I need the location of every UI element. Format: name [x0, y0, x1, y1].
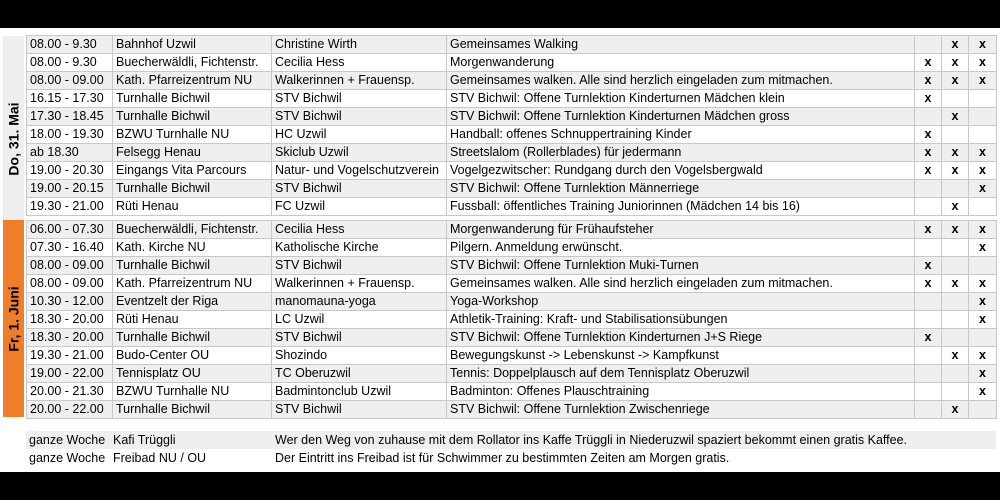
- whole-week-section: [26, 431, 996, 467]
- mark-cell-2: [942, 257, 969, 275]
- mark-cell-1: [915, 311, 942, 329]
- time-cell: 19.00 - 20.15: [27, 180, 113, 198]
- time-cell: 10.30 - 12.00: [27, 293, 113, 311]
- mark-cell-1: x: [915, 329, 942, 347]
- mark-cell-3: x: [969, 221, 997, 239]
- table-row: [27, 72, 997, 90]
- mark-cell-3: x: [969, 293, 997, 311]
- table-row: [27, 90, 997, 108]
- table-row: [27, 36, 997, 54]
- mark-cell-1: [915, 401, 942, 419]
- place-cell: Felsegg Henau: [113, 144, 272, 162]
- mark-cell-2: [942, 329, 969, 347]
- mark-cell-3: [969, 90, 997, 108]
- description-cell: STV Bichwil: Offene Turnlektion Kinderturnen J+S Riege: [447, 329, 915, 347]
- place-cell: Turnhalle Bichwil: [113, 180, 272, 198]
- organizer-cell: manomauna-yoga: [272, 293, 447, 311]
- mark-cell-3: x: [969, 144, 997, 162]
- week-row: [26, 431, 996, 449]
- mark-cell-2: x: [942, 108, 969, 126]
- mark-cell-3: x: [969, 347, 997, 365]
- mark-cell-3: [969, 329, 997, 347]
- description-cell: Fussball: öffentliches Training Juniorinnen (Mädchen 14 bis 16): [447, 198, 915, 216]
- description-cell: STV Bichwil: Offene Turnlektion Zwischenriege: [447, 401, 915, 419]
- time-cell: 19.00 - 22.00: [27, 365, 113, 383]
- table-row: [27, 108, 997, 126]
- mark-cell-2: x: [942, 162, 969, 180]
- mark-cell-1: x: [915, 257, 942, 275]
- mark-cell-3: x: [969, 311, 997, 329]
- mark-cell-1: x: [915, 162, 942, 180]
- week-description: Wer den Weg von zuhause mit dem Rollator ins Kaffe Trüggli in Niederuzwil spaziert bekommt einen gratis Kaffee.: [275, 433, 908, 447]
- mark-cell-3: x: [969, 72, 997, 90]
- day-label-text: Fr, 1. Juni: [5, 285, 22, 352]
- mark-cell-1: [915, 198, 942, 216]
- table-row: [27, 275, 997, 293]
- time-cell: 08.00 - 9.30: [27, 36, 113, 54]
- organizer-cell: TC Oberuzwil: [272, 365, 447, 383]
- mark-cell-3: x: [969, 383, 997, 401]
- time-cell: 19.30 - 21.00: [27, 347, 113, 365]
- description-cell: Bewegungskunst -> Lebenskunst -> Kampfkunst: [447, 347, 915, 365]
- mark-cell-1: x: [915, 54, 942, 72]
- mark-cell-2: x: [942, 221, 969, 239]
- place-cell: Turnhalle Bichwil: [113, 401, 272, 419]
- week-when: ganze Woche: [29, 433, 106, 447]
- time-cell: 07.30 - 16.40: [27, 239, 113, 257]
- table-row: [27, 257, 997, 275]
- mark-cell-3: [969, 198, 997, 216]
- time-cell: 20.00 - 22.00: [27, 401, 113, 419]
- mark-cell-3: x: [969, 162, 997, 180]
- organizer-cell: Katholische Kirche: [272, 239, 447, 257]
- organizer-cell: STV Bichwil: [272, 108, 447, 126]
- mark-cell-2: [942, 311, 969, 329]
- table-row: [27, 126, 997, 144]
- description-cell: Gemeinsames walken. Alle sind herzlich eingeladen zum mitmachen.: [447, 72, 915, 90]
- mark-cell-2: x: [942, 198, 969, 216]
- mark-cell-1: x: [915, 126, 942, 144]
- time-cell: 18.00 - 19.30: [27, 126, 113, 144]
- place-cell: Turnhalle Bichwil: [113, 90, 272, 108]
- mark-cell-2: x: [942, 144, 969, 162]
- mark-cell-3: x: [969, 275, 997, 293]
- mark-cell-2: x: [942, 54, 969, 72]
- time-cell: 08.00 - 9.30: [27, 54, 113, 72]
- organizer-cell: Walkerinnen + Frauensp.: [272, 72, 447, 90]
- mark-cell-1: x: [915, 275, 942, 293]
- description-cell: STV Bichwil: Offene Turnlektion Kinderturnen Mädchen klein: [447, 90, 915, 108]
- organizer-cell: Cecilia Hess: [272, 54, 447, 72]
- description-cell: Tennis: Doppelplausch auf dem Tennisplatz Oberuzwil: [447, 365, 915, 383]
- organizer-cell: Walkerinnen + Frauensp.: [272, 275, 447, 293]
- description-cell: Handball: offenes Schnuppertraining Kinder: [447, 126, 915, 144]
- table-row: [27, 239, 997, 257]
- table-row: [27, 311, 997, 329]
- place-cell: Kath. Kirche NU: [113, 239, 272, 257]
- place-cell: Turnhalle Bichwil: [113, 108, 272, 126]
- time-cell: ab 18.30: [27, 144, 113, 162]
- mark-cell-1: [915, 36, 942, 54]
- week-place: Kafi Trüggli: [113, 433, 176, 447]
- mark-cell-1: [915, 180, 942, 198]
- mark-cell-3: [969, 257, 997, 275]
- mark-cell-3: x: [969, 239, 997, 257]
- description-cell: Athletik-Training: Kraft- und Stabilisationsübungen: [447, 311, 915, 329]
- organizer-cell: STV Bichwil: [272, 329, 447, 347]
- description-cell: Badminton: Offenes Plauschtraining: [447, 383, 915, 401]
- table-row: [27, 54, 997, 72]
- description-cell: STV Bichwil: Offene Turnlektion Kinderturnen Mädchen gross: [447, 108, 915, 126]
- description-cell: Gemeinsames Walking: [447, 36, 915, 54]
- table-row: [27, 365, 997, 383]
- mark-cell-2: [942, 180, 969, 198]
- organizer-cell: STV Bichwil: [272, 180, 447, 198]
- place-cell: Kath. Pfarreizentrum NU: [113, 275, 272, 293]
- organizer-cell: HC Uzwil: [272, 126, 447, 144]
- organizer-cell: FC Uzwil: [272, 198, 447, 216]
- week-when: ganze Woche: [29, 451, 106, 465]
- mark-cell-1: [915, 383, 942, 401]
- organizer-cell: Christine Wirth: [272, 36, 447, 54]
- organizer-cell: Cecilia Hess: [272, 221, 447, 239]
- place-cell: Buecherwäldli, Fichtenstr.: [113, 54, 272, 72]
- time-cell: 20.00 - 21.30: [27, 383, 113, 401]
- schedule-table-friday: [26, 220, 997, 419]
- place-cell: BZWU Turnhalle NU: [113, 383, 272, 401]
- place-cell: Budo-Center OU: [113, 347, 272, 365]
- place-cell: Bahnhof Uzwil: [113, 36, 272, 54]
- description-cell: Gemeinsames walken. Alle sind herzlich eingeladen zum mitmachen.: [447, 275, 915, 293]
- week-description: Der Eintritt ins Freibad ist für Schwimmer zu bestimmten Zeiten am Morgen gratis.: [275, 451, 730, 465]
- table-row: [27, 401, 997, 419]
- week-row: [26, 449, 996, 467]
- mark-cell-2: x: [942, 347, 969, 365]
- mark-cell-1: [915, 365, 942, 383]
- mark-cell-1: [915, 293, 942, 311]
- organizer-cell: Natur- und Vogelschutzverein: [272, 162, 447, 180]
- mark-cell-3: [969, 401, 997, 419]
- time-cell: 19.00 - 20.30: [27, 162, 113, 180]
- mark-cell-2: [942, 126, 969, 144]
- description-cell: Morgenwanderung: [447, 54, 915, 72]
- place-cell: Turnhalle Bichwil: [113, 329, 272, 347]
- time-cell: 08.00 - 09.00: [27, 72, 113, 90]
- mark-cell-2: [942, 239, 969, 257]
- mark-cell-1: [915, 108, 942, 126]
- schedule-page: [0, 28, 1000, 472]
- mark-cell-3: [969, 126, 997, 144]
- description-cell: Pilgern. Anmeldung erwünscht.: [447, 239, 915, 257]
- table-row: [27, 144, 997, 162]
- mark-cell-2: [942, 293, 969, 311]
- description-cell: STV Bichwil: Offene Turnlektion Muki-Turnen: [447, 257, 915, 275]
- mark-cell-1: x: [915, 90, 942, 108]
- time-cell: 17.30 - 18.45: [27, 108, 113, 126]
- organizer-cell: STV Bichwil: [272, 90, 447, 108]
- place-cell: Buecherwäldli, Fichtenstr.: [113, 221, 272, 239]
- organizer-cell: Shozindo: [272, 347, 447, 365]
- time-cell: 18.30 - 20.00: [27, 311, 113, 329]
- time-cell: 06.00 - 07.30: [27, 221, 113, 239]
- mark-cell-1: [915, 239, 942, 257]
- table-row: [27, 383, 997, 401]
- schedule-table-thursday: [26, 35, 997, 216]
- time-cell: 08.00 - 09.00: [27, 257, 113, 275]
- mark-cell-2: [942, 90, 969, 108]
- place-cell: Eventzelt der Riga: [113, 293, 272, 311]
- mark-cell-3: x: [969, 54, 997, 72]
- mark-cell-1: x: [915, 221, 942, 239]
- mark-cell-1: [915, 347, 942, 365]
- mark-cell-2: x: [942, 401, 969, 419]
- place-cell: Tennisplatz OU: [113, 365, 272, 383]
- day-label-text: Do, 31. Mai: [5, 102, 22, 176]
- table-row: [27, 329, 997, 347]
- mark-cell-1: x: [915, 72, 942, 90]
- mark-cell-3: x: [969, 36, 997, 54]
- table-row: [27, 221, 997, 239]
- description-cell: Yoga-Workshop: [447, 293, 915, 311]
- table-row: [27, 180, 997, 198]
- table-row: [27, 198, 997, 216]
- table-row: [27, 347, 997, 365]
- table-row: [27, 293, 997, 311]
- description-cell: Streetslalom (Rollerblades) für jedermann: [447, 144, 915, 162]
- description-cell: Vogelgezwitscher: Rundgang durch den Vogelsbergwald: [447, 162, 915, 180]
- place-cell: BZWU Turnhalle NU: [113, 126, 272, 144]
- mark-cell-2: x: [942, 275, 969, 293]
- mark-cell-2: [942, 365, 969, 383]
- mark-cell-3: x: [969, 180, 997, 198]
- place-cell: Rüti Henau: [113, 311, 272, 329]
- mark-cell-2: x: [942, 72, 969, 90]
- week-place: Freibad NU / OU: [113, 451, 207, 465]
- description-cell: STV Bichwil: Offene Turnlektion Männerriege: [447, 180, 915, 198]
- time-cell: 18.30 - 20.00: [27, 329, 113, 347]
- table-row: [27, 162, 997, 180]
- time-cell: 19.30 - 21.00: [27, 198, 113, 216]
- day-label-friday: [3, 220, 24, 417]
- organizer-cell: STV Bichwil: [272, 257, 447, 275]
- mark-cell-1: x: [915, 144, 942, 162]
- place-cell: Eingangs Vita Parcours: [113, 162, 272, 180]
- mark-cell-2: [942, 383, 969, 401]
- time-cell: 16.15 - 17.30: [27, 90, 113, 108]
- organizer-cell: Skiclub Uzwil: [272, 144, 447, 162]
- description-cell: Morgenwanderung für Frühaufsteher: [447, 221, 915, 239]
- organizer-cell: STV Bichwil: [272, 401, 447, 419]
- place-cell: Rüti Henau: [113, 198, 272, 216]
- organizer-cell: Badmintonclub Uzwil: [272, 383, 447, 401]
- time-cell: 08.00 - 09.00: [27, 275, 113, 293]
- place-cell: Kath. Pfarreizentrum NU: [113, 72, 272, 90]
- mark-cell-3: x: [969, 365, 997, 383]
- place-cell: Turnhalle Bichwil: [113, 257, 272, 275]
- day-label-thursday: [3, 36, 24, 242]
- organizer-cell: LC Uzwil: [272, 311, 447, 329]
- mark-cell-3: [969, 108, 997, 126]
- mark-cell-2: x: [942, 36, 969, 54]
